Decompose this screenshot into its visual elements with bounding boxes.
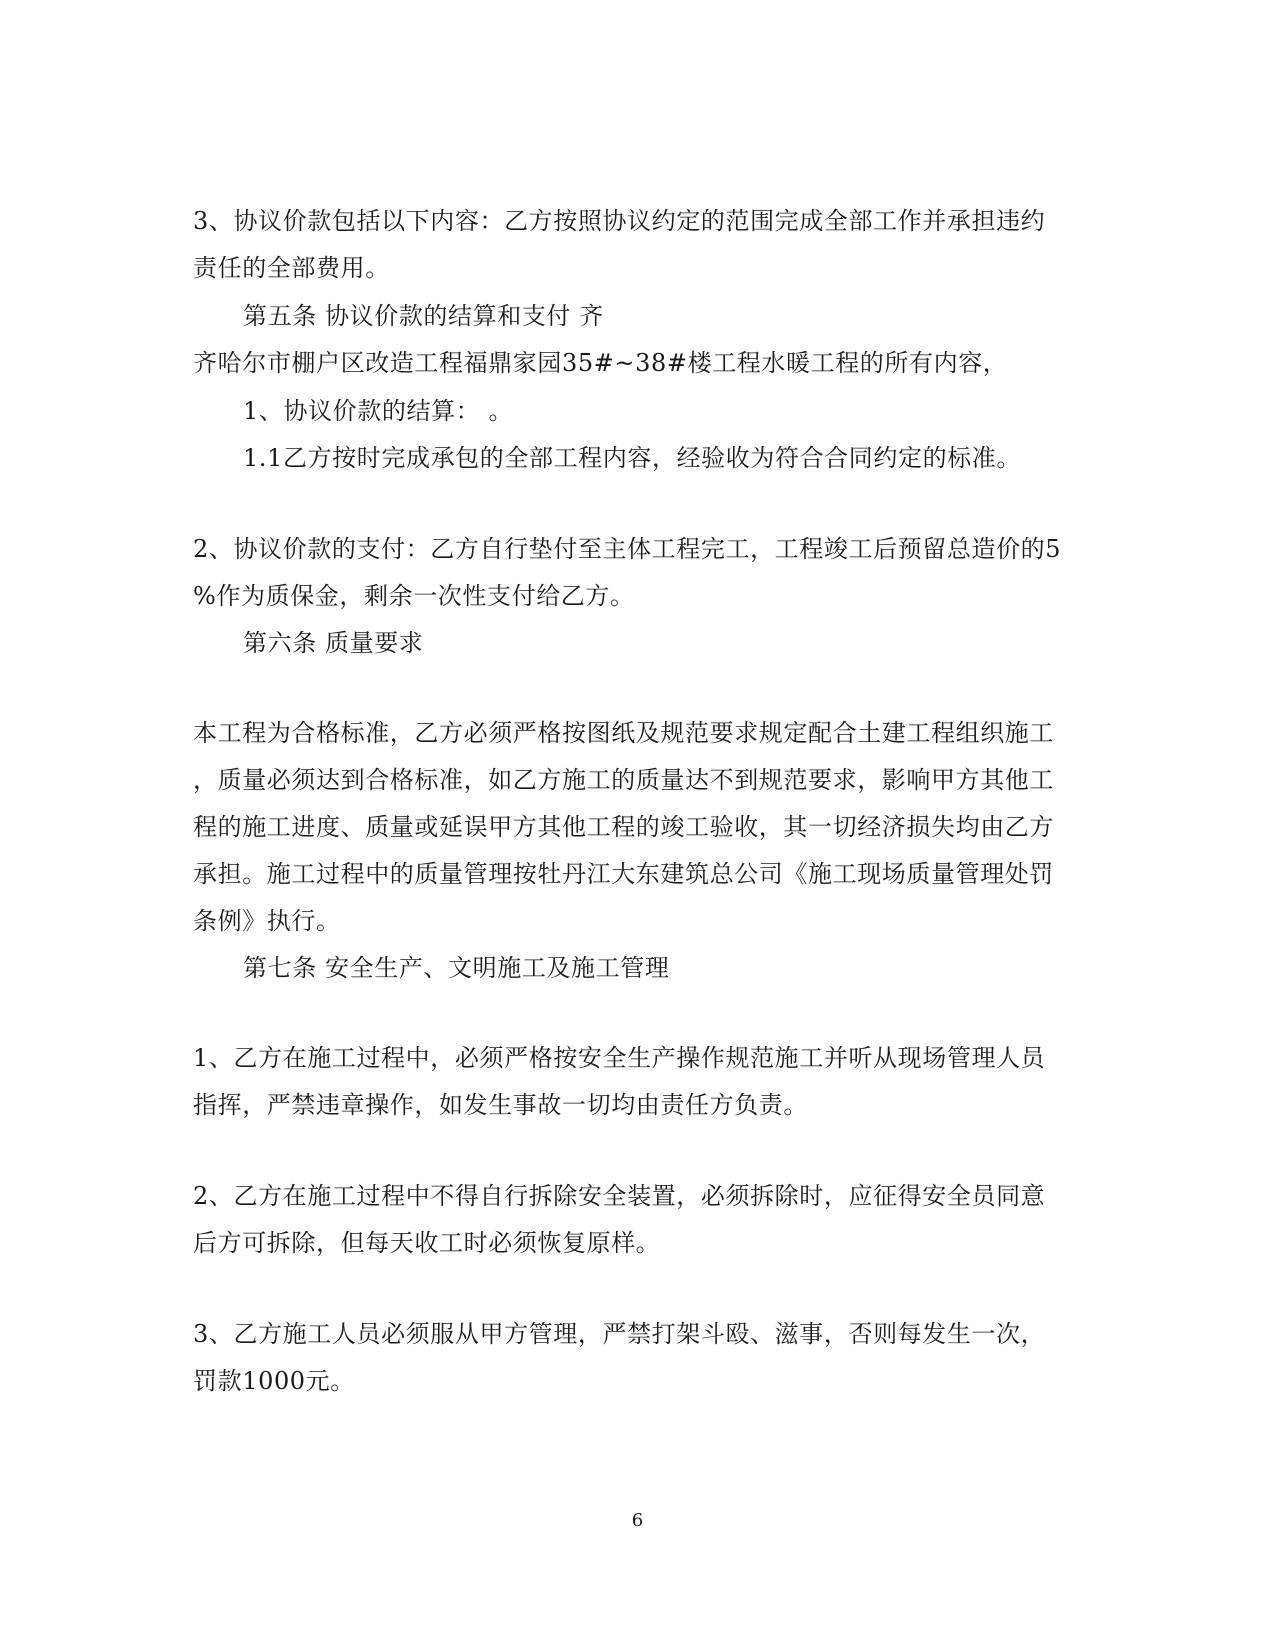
paragraph-line: 3、协议价款包括以下内容：乙方按照协议约定的范围完成全部工作并承担违约 — [193, 207, 1046, 235]
paragraph-line: 2、协议价款的支付：乙方自行垫付至主体工程完工，工程竣工后预留总造价的5 — [193, 535, 1062, 563]
paragraph-line: 承担。施工过程中的质量管理按牡丹江大东建筑总公司《施工现场质量管理处罚 — [193, 860, 1054, 888]
paragraph-line: ，质量必须达到合格标准，如乙方施工的质量达不到规范要求，影响甲方其他工 — [193, 766, 1054, 794]
paragraph-line: 齐哈尔市棚户区改造工程福鼎家园35#~38#楼工程水暖工程的所有内容， — [193, 349, 1008, 377]
paragraph-line: 2、乙方在施工过程中不得自行拆除安全装置，必须拆除时，应征得安全员同意 — [193, 1182, 1046, 1210]
article-heading: 第六条 质量要求 — [243, 629, 424, 657]
paragraph-line: 程的施工进度、质量或延误甲方其他工程的竣工验收，其一切经济损失均由乙方 — [193, 813, 1054, 841]
paragraph-line: 后方可拆除，但每天收工时必须恢复原样。 — [193, 1229, 661, 1257]
paragraph-line: 罚款1000元。 — [193, 1367, 355, 1395]
clause-line: 1.1乙方按时完成承包的全部工程内容，经验收为符合合同约定的标准。 — [243, 444, 1021, 472]
clause-line: 1、协议价款的结算： 。 — [243, 397, 514, 425]
paragraph-line: %作为质保金，剩余一次性支付给乙方。 — [193, 582, 635, 610]
paragraph-line: 指挥，严禁违章操作，如发生事故一切均由责任方负责。 — [193, 1091, 808, 1119]
paragraph-line: 条例》执行。 — [193, 907, 341, 935]
page-number: 6 — [631, 1510, 644, 1531]
paragraph-line: 3、乙方施工人员必须服从甲方管理，严禁打架斗殴、滋事，否则每发生一次， — [193, 1320, 1046, 1348]
article-heading: 第五条 协议价款的结算和支付 齐 — [243, 302, 604, 330]
paragraph-line: 本工程为合格标准，乙方必须严格按图纸及规范要求规定配合土建工程组织施工 — [193, 719, 1054, 747]
paragraph-line: 1、乙方在施工过程中，必须严格按安全生产操作规范施工并听从现场管理人员 — [193, 1044, 1046, 1072]
paragraph-line: 责任的全部费用。 — [193, 254, 390, 282]
article-heading: 第七条 安全生产、文明施工及施工管理 — [243, 954, 670, 982]
